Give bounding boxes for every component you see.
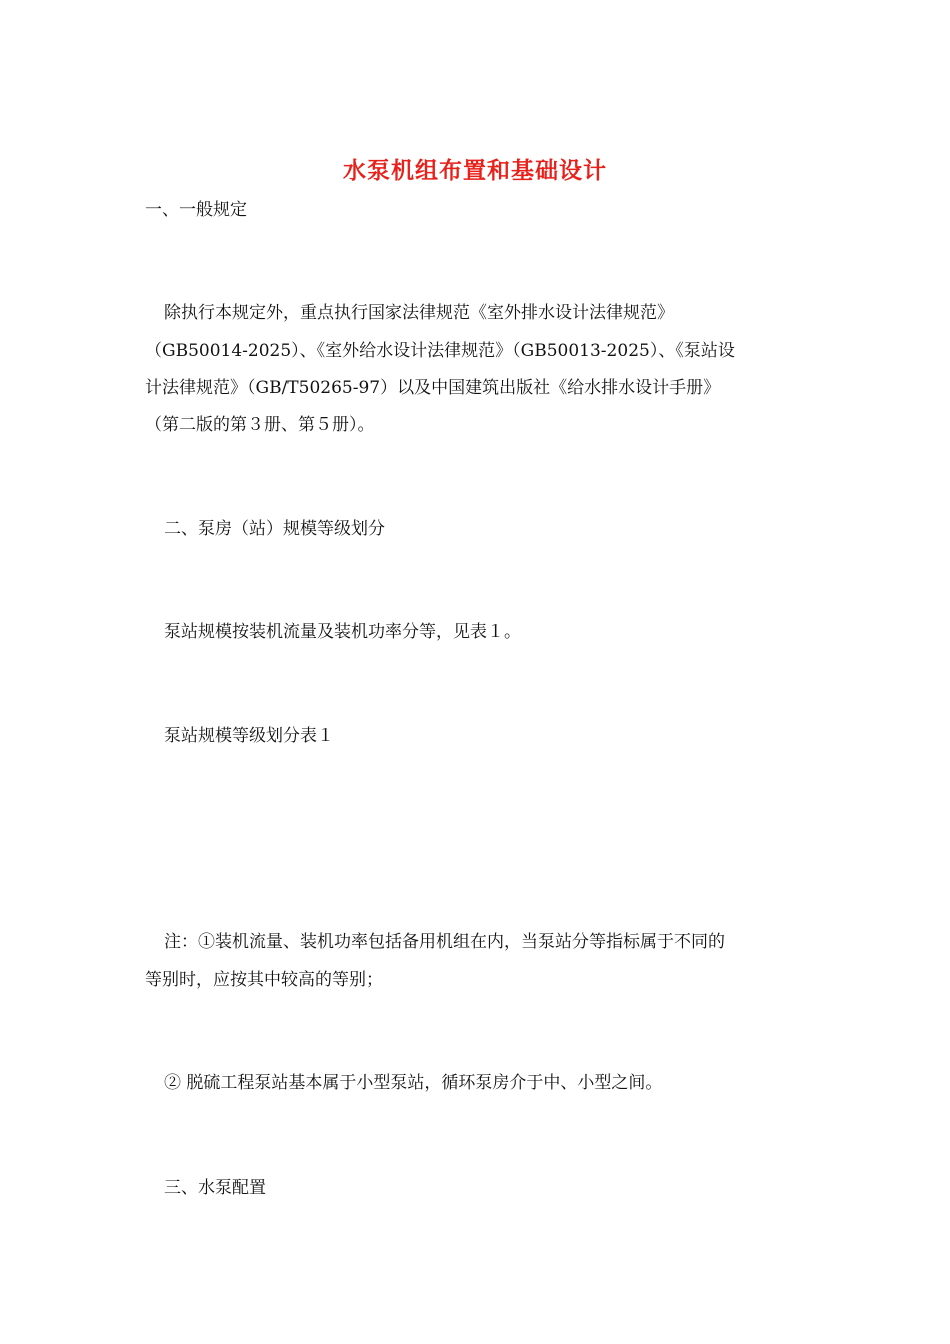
section-heading-pump-config: 三、水泵配置 xyxy=(164,1178,266,1198)
paragraph-scale-intro: 泵站规模按装机流量及装机功率分等，见表１。 xyxy=(164,622,521,642)
paragraph-line: 除执行本规定外，重点执行国家法律规范《室外排水设计法律规范》 xyxy=(164,303,674,323)
paragraph-line: （第二版的第３册、第５册）。 xyxy=(145,415,375,435)
paragraph-line: 计法律规范》（GB/T50265-97）以及中国建筑出版社《给水排水设计手册》 xyxy=(145,378,721,398)
section-heading-scale: 二、泵房（站）规模等级划分 xyxy=(164,519,385,539)
note-line: ② 脱硫工程泵站基本属于小型泵站，循环泵房介于中、小型之间。 xyxy=(164,1073,663,1093)
table-caption: 泵站规模等级划分表１ xyxy=(164,726,334,746)
document-title: 水泵机组布置和基础设计 xyxy=(343,157,607,184)
note-line: 等别时，应按其中较高的等别； xyxy=(145,970,383,990)
note-line: 注：①装机流量、装机功率包括备用机组在内，当泵站分等指标属于不同的 xyxy=(164,932,725,952)
paragraph-line: （GB50014-2025）、《室外给水设计法律规范》（GB50013-2025）、《泵站设 xyxy=(145,341,735,361)
section-heading-general: 一、一般规定 xyxy=(145,200,247,220)
